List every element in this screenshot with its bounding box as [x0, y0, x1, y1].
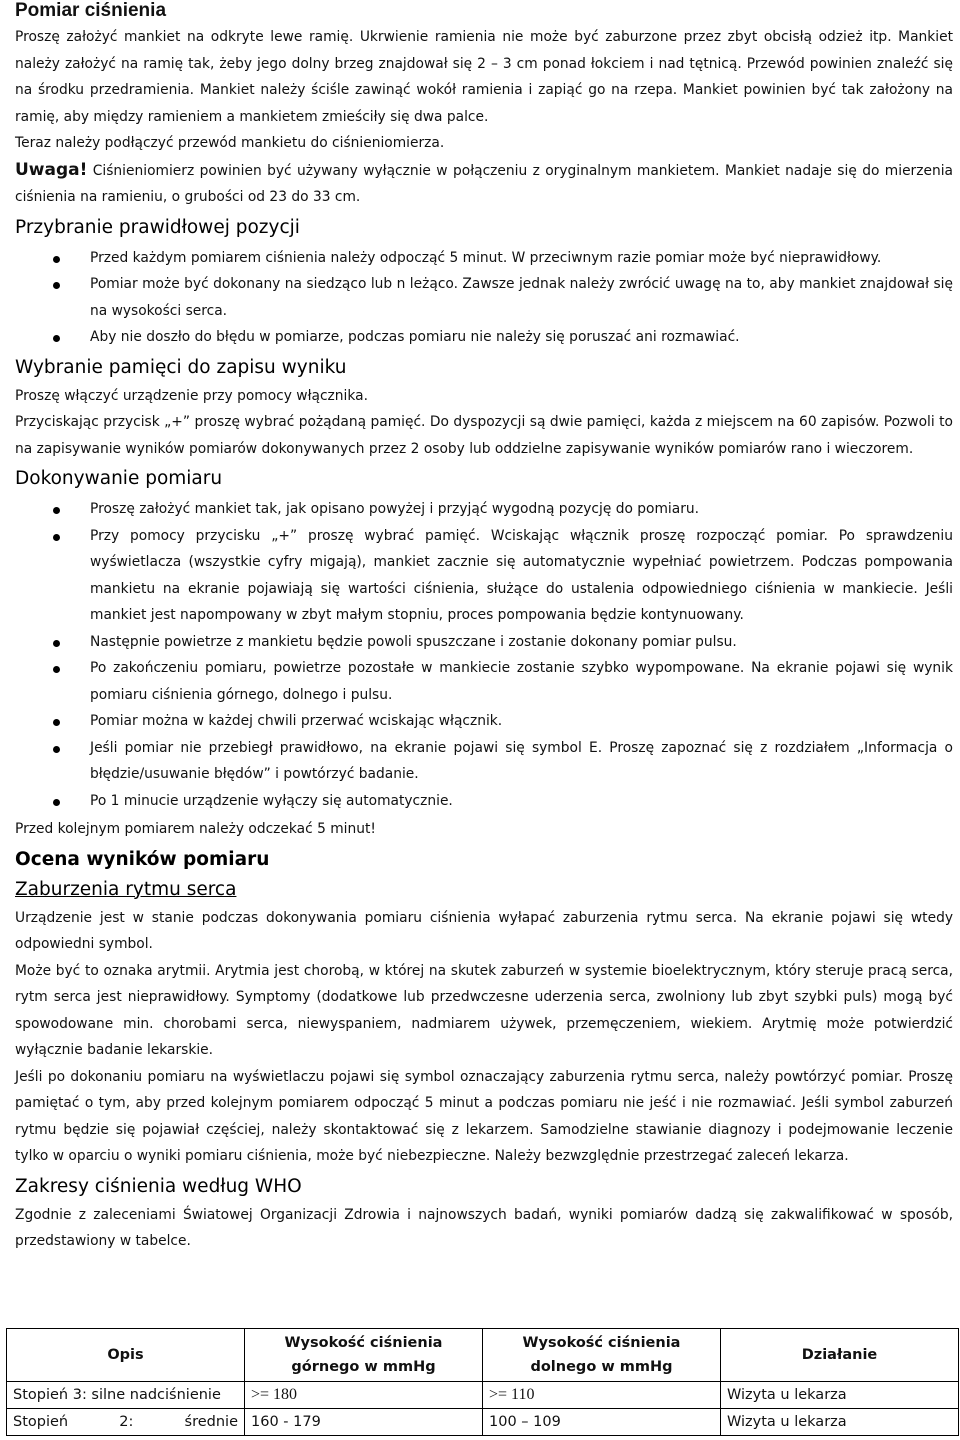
paragraph-dokonywanie-after: Przed kolejnym pomiarem należy odczekać 5 minut! [15, 821, 376, 837]
bullet-icon [53, 666, 60, 673]
paragraph-who: Zgodnie z zaleceniami Światowej Organizacji Zdrowia i najnowszych badań, wyniki pomiarów dadzą się zakwalifikować w sposób, przedstawiony w tabelce. [15, 1206, 953, 1249]
bullet-icon [53, 282, 60, 289]
bullet-icon [53, 799, 60, 806]
list-item [15, 708, 953, 735]
section-title-pomiar: Pomiar ciśnienia [15, 0, 167, 21]
bullet-icon [53, 746, 60, 753]
table-cell: Wizyta u lekarza [721, 1409, 959, 1436]
document-page [15, 0, 953, 1255]
list-item-text: Aby nie doszło do błędu w pomiarze, podczas pomiaru nie należy się poruszać ani rozmawiać. [90, 329, 740, 345]
list-item-text: Przed każdym pomiarem ciśnienia należy odpocząć 5 minut. W przeciwnym razie pomiar może być nieprawidłowy. [90, 249, 882, 266]
bullet-icon [53, 335, 60, 342]
table-header-row [7, 1329, 959, 1382]
list-item-text: Pomiar można w każdej chwili przerwać wciskając włącznik. [90, 713, 503, 729]
paragraph-pomiar-1: Proszę założyć mankiet na odkryte lewe ramię. Ukrwienie ramienia nie może być zaburzone przez zbyt obcisłą odzież itp. Mankiet należy założyć na ramię tak, żeby jego dolny brzeg znajdował się 2 – 3 cm ponad łokciem i nad tętnicą. Przewód powinien znaleźć się na środku przedramienia. Mankiet należy ściśle zawinąć wokół ramienia i zapiąć go na rzepa. Mankiet powinien być tak założony na ramię, aby między ramieniem a mankietem zmieściły się dwa palce. [15, 29, 953, 125]
table-header-cell: Wysokość ciśnienia dolnego w mmHg [483, 1329, 721, 1382]
paragraph-pamiec-1: Proszę włączyć urządzenie przy pomocy włącznika. [15, 387, 368, 404]
table-cell: 160 - 179 [245, 1409, 483, 1436]
table-cell: Stopień 2: średnie [7, 1409, 245, 1436]
list-item [15, 655, 953, 708]
list-item-text: Przy pomocy przycisku „+” proszę wybrać pamięć. Wciskając włącznik proszę rozpocząć pomiar. Po sprawdzeniu wyświetlacza (wszystkie cyfry migają), mankiet zacznie się automatycznie wypełniać powietrzem. Podczas pompowania mankietu na ekranie pojawiają się wartości ciśnienia, służące do ustalenia odpowiedniego ciśnienia w mankiecie. Jeśli mankiet jest napompowany w zbyt małym stopniu, proces pompowania będzie kontynuowany. [90, 527, 953, 623]
list-item-text: Po 1 minucie urządzenie wyłączy się automatycznie. [90, 792, 453, 809]
list-item [15, 324, 953, 351]
list-item [15, 496, 953, 523]
list-dokonywanie [15, 496, 953, 814]
paragraph-zaburzenia-2: Może być to oznaka arytmii. Arytmia jest chorobą, w której na skutek zaburzeń w systemie bioelektrycznym, który steruje pracą serca, rytm serca jest nieprawidłowy. Symptomy (dodatkowe lub przedwczesne uderzenia serca, zwolniony lub zbyt szybki puls) mogą być spowodowane min. chorobami serca, niewyspaniem, nadmiarem używek, przemęczeniem, wiekiem. Arytmię może potwierdzić wyłącznie badanie lekarskie. [15, 962, 953, 1058]
list-item [15, 629, 953, 656]
list-pozycja [15, 245, 953, 351]
table-cell: >= 110 [483, 1382, 721, 1409]
bullet-icon [53, 534, 60, 541]
table-header-cell: Wysokość ciśnienia górnego w mmHg [245, 1329, 483, 1382]
table-cell: Stopień 3: silne nadciśnienie [7, 1382, 245, 1409]
paragraph-pamiec-2: Przyciskając przycisk „+” proszę wybrać pożądaną pamięć. Do dyspozycji są dwie pamięci, każda z miejscem na 60 zapisów. Pozwoli to na zapisywanie wyników pomiarów dokonywanych przez 2 osoby lub oddzielne zapisywanie wyników pomiarów rano i wieczorem. [15, 414, 953, 457]
paragraph-zaburzenia-1: Urządzenie jest w stanie podczas dokonywania pomiaru ciśnienia wyłapać zaburzenia rytmu serca. Na ekranie pojawi się wtedy odpowiedni symbol. [15, 909, 953, 952]
table-row [7, 1382, 959, 1409]
table-cell: 100 – 109 [483, 1409, 721, 1436]
who-table [6, 1328, 959, 1436]
paragraph-pomiar-2: Teraz należy podłączyć przewód mankietu do ciśnieniomierza. [15, 135, 445, 151]
warning-text: Ciśnieniomierz powinien być używany wyłącznie w połączeniu z oryginalnym mankietem. Mankiet nadaje się do mierzenia ciśnienia na ramieniu, o grubości od 23 do 33 cm. [15, 162, 953, 205]
list-item-text: Pomiar może być dokonany na siedząco lub n leżąco. Zawsze jednak należy zwrócić uwagę na to, aby mankiet znajdował się na wysokości serca. [90, 276, 953, 319]
section-title-dokonywanie: Dokonywanie pomiaru [15, 468, 223, 489]
list-item [15, 735, 953, 788]
warning-label: Uwaga! [15, 159, 88, 180]
list-item-text: Po zakończeniu pomiaru, powietrze pozostałe w mankiecie zostanie szybko wypompowane. Na ekranie pojawi się wynik pomiaru ciśnienia górnego, dolnego i pulsu. [90, 660, 953, 703]
bullet-icon [53, 719, 60, 726]
list-item [15, 788, 953, 815]
table-cell: Wizyta u lekarza [721, 1382, 959, 1409]
table-header-cell: Opis [7, 1329, 245, 1382]
bullet-icon [53, 640, 60, 647]
list-item [15, 271, 953, 324]
list-item [15, 245, 953, 272]
paragraph-zaburzenia-3: Jeśli po dokonaniu pomiaru na wyświetlaczu pojawi się symbol oznaczający zaburzenia rytmu serca, należy powtórzyć pomiar. Proszę pamiętać o tym, aby przed kolejnym pomiarem odpocząć 5 minut a podczas pomiaru nie jeść i nie rozmawiać. Jeśli symbol zaburzeń rytmu będzie się pojawiał częściej, należy skontaktować się z lekarzem. Samodzielne stawianie diagnozy i podejmowanie leczenie tylko w oparciu o wyniki pomiaru ciśnienia, może być niebezpieczne. Należy bezwzględnie przestrzegać zaleceń lekarza. [15, 1068, 953, 1164]
warning-paragraph [15, 157, 953, 211]
table-cell: >= 180 [245, 1382, 483, 1409]
table-row [7, 1409, 959, 1436]
section-title-pamiec: Wybranie pamięci do zapisu wyniku [15, 356, 347, 378]
section-title-zaburzenia: Zaburzenia rytmu serca [15, 878, 237, 900]
section-title-who: Zakresy ciśnienia według WHO [15, 1175, 302, 1197]
section-title-ocena: Ocena wyników pomiaru [15, 848, 270, 870]
list-item-text: Jeśli pomiar nie przebiegł prawidłowo, na ekranie pojawi się symbol E. Proszę zapoznać się z rozdziałem „Informacja o błędzie/usuwanie błędów” i powtórzyć badanie. [90, 739, 953, 782]
bullet-icon [53, 256, 60, 263]
section-title-pozycja: Przybranie prawidłowej pozycji [15, 216, 300, 238]
list-item [15, 523, 953, 629]
list-item-text: Następnie powietrze z mankietu będzie powoli spuszczane i zostanie dokonany pomiar pulsu. [90, 633, 737, 650]
list-item-text: Proszę założyć mankiet tak, jak opisano powyżej i przyjąć wygodną pozycję do pomiaru. [90, 501, 700, 517]
bullet-icon [53, 507, 60, 514]
table-header-cell: Działanie [721, 1329, 959, 1382]
